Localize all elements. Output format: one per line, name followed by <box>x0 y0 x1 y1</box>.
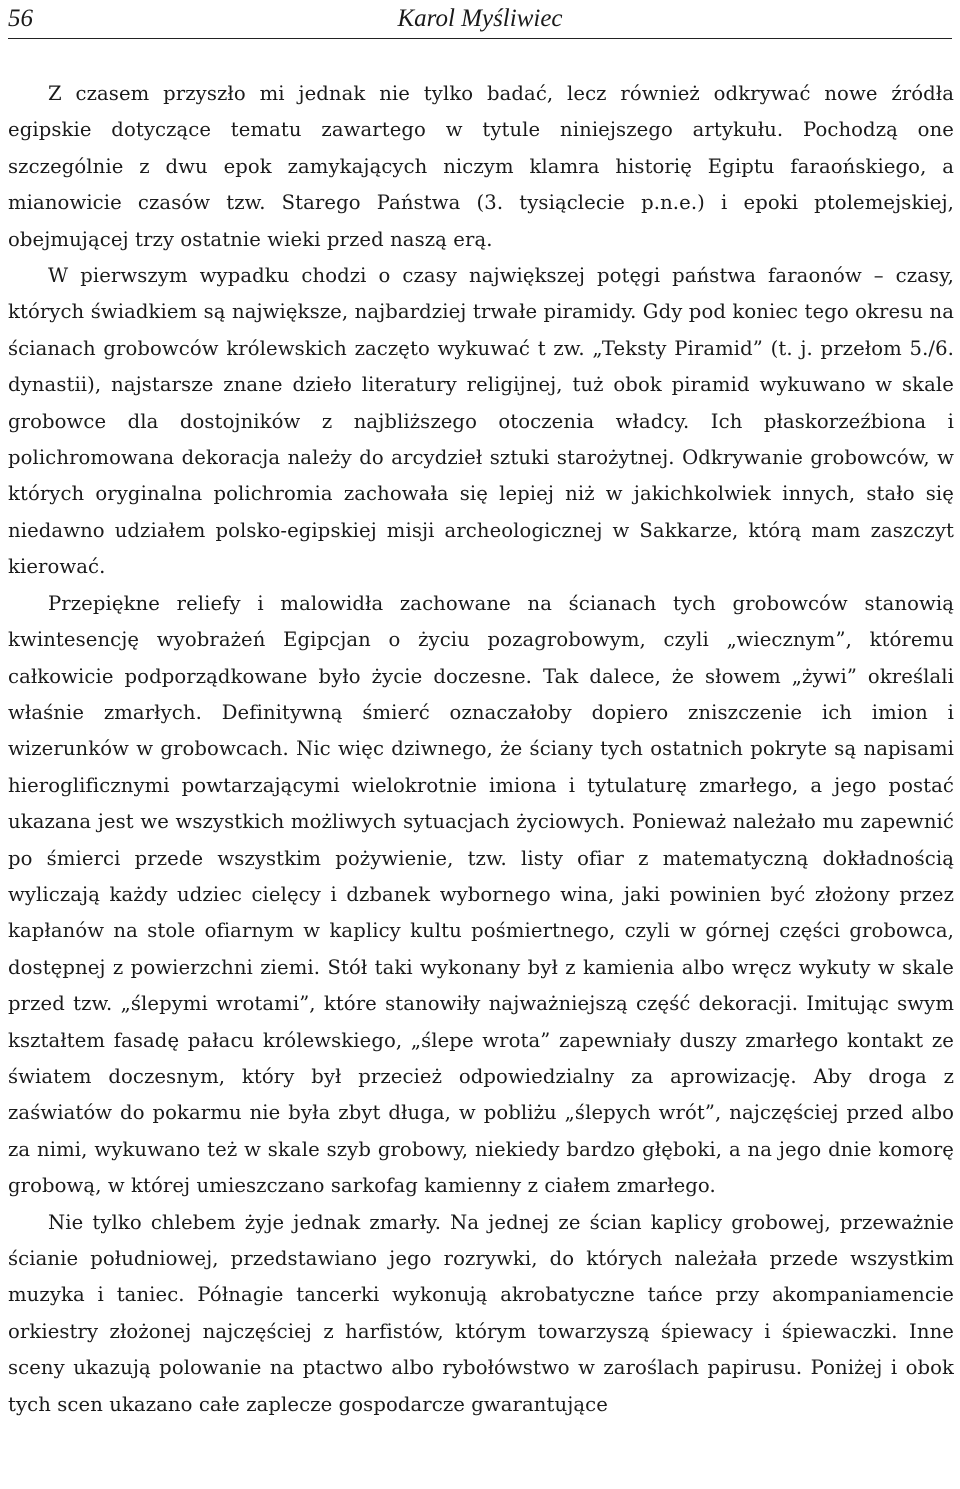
header-rule <box>8 38 952 39</box>
paragraph-2: W pierwszym wypadku chodzi o czasy największej potęgi państwa faraonów – czasy, których świadkiem są największe, najbardziej trwałe piramidy. Gdy pod koniec tego okresu na ścianach grobowców królewskich zaczęto wykuwać t zw. „Teksty Piramid” (t. j. przełom 5./6. dynastii), najstarsze znane dzieło literatury religijnej, tuż obok piramid wykuwano w skale grobowce dla dostojników z najbliższego otoczenia władcy. Ich płaskorzeźbiona i polichromowana dekoracja należy do arcydzieł sztuki starożytnej. Odkrywanie grobowców, w których oryginalna polichromia zachowała się lepiej niż w jakichkolwiek innych, stało się niedawno udziałem polsko-egipskiej misji archeologicznej w Sakkarze, którą mam zaszczyt kierować. <box>8 264 954 579</box>
paragraph-4: Nie tylko chlebem żyje jednak zmarły. Na jednej ze ścian kaplicy grobowej, przeważnie ścianie południowej, przedstawiano jego rozrywki, do których należała przede wszystkim muzyka i taniec. Półnagie tancerki wykonują akrobatyczne tańce przy akompaniamencie orkiestry złożonej najczęściej z harfistów, którym towarzyszą śpiewacy i śpiewaczki. Inne sceny ukazują polowanie na ptactwo albo rybołówstwo w zaroślach papirusu. Poniżej i obok tych scen ukazano całe zaplecze gospodarcze gwarantujące <box>8 1210 954 1416</box>
page-number: 56 <box>8 5 33 32</box>
author-name: Karol Myśliwiec <box>397 5 563 32</box>
body-text <box>8 76 954 1423</box>
running-head <box>8 2 952 36</box>
paragraph-1: Z czasem przyszło mi jednak nie tylko badać, lecz również odkrywać nowe źródła egipskie dotyczące tematu zawartego w tytule niniejszego artykułu. Pochodzą one szczególnie z dwu epok zamykających niczym klamra historię Egiptu faraońskiego, a mianowicie czasów tzw. Starego Państwa (3. tysiąclecie p.n.e.) i epoki ptolemejskiej, obejmującej trzy ostatnie wieki przed naszą erą. <box>8 82 954 251</box>
paragraph-3: Przepiękne reliefy i malowidła zachowane na ścianach tych grobowców stanowią kwintesencję wyobrażeń Egipcjan o życiu pozagrobowym, czyli „wiecznym”, któremu całkowicie podporządkowane było życie doczesne. Tak dalece, że słowem „żywi” określali właśnie zmarłych. Definitywną śmierć oznaczałoby dopiero zniszczenie ich imion i wizerunków w grobowcach. Nic więc dziwnego, że ściany tych ostatnich pokryte są napisami hieroglificznymi powtarzającymi wielokrotnie imiona i tytulaturę zmarłego, a jego postać ukazana jest we wszystkich możliwych sytuacjach życiowych. Ponieważ należało mu zapewnić po śmierci przede wszystkim pożywienie, tzw. listy ofiar z matematyczną dokładnością wyliczają każdy udziec cielęcy i dzbanek wybornego wina, jaki powinien być złożony przez kapłanów na stole ofiarnym w kaplicy kultu pośmiertnego, czyli w górnej części grobowca, dostępnej z powierzchni ziemi. Stół taki wykonany był z kamienia albo wręcz wykuty w skale przed tzw. „ślepymi wrotami”, które stanowiły najważniejszą część dekoracji. Imitując swym kształtem fasadę pałacu królewskiego, „ślepe wrota” zapewniały duszy zmarłego kontakt ze światem doczesnym, który był przecież odpowiedzialny za aprowizację. Aby droga z zaświatów do pokarmu nie była zbyt długa, w pobliżu „ślepych wrót”, najczęściej przed albo za nimi, wykuwano też w skale szyb grobowy, niekiedy bardzo głęboki, a na jego dnie komorę grobową, w której umieszczano sarkofag kamienny z ciałem zmarłego. <box>8 591 954 1198</box>
